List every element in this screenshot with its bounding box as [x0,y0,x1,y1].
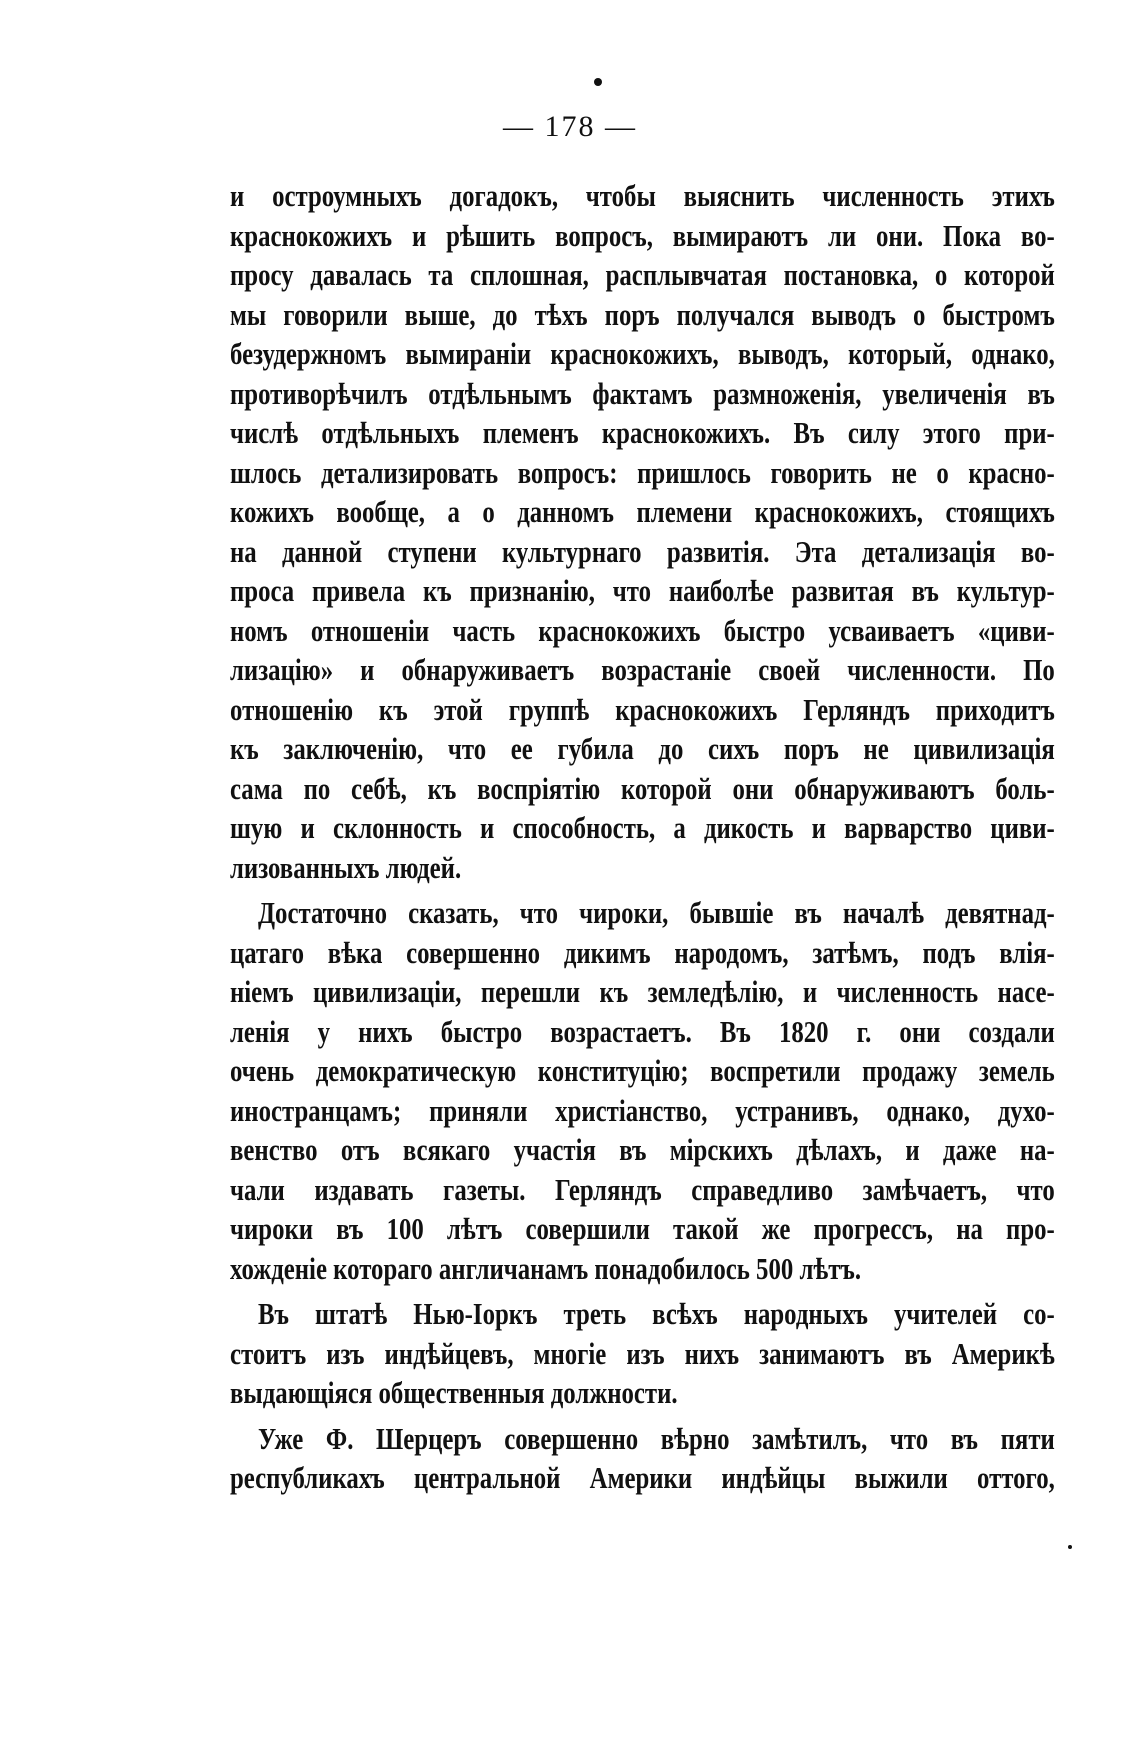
text-line: лизацію» и обнаруживаетъ возрастаніе своей численности. По [230,652,1055,687]
text-line: ленія у нихъ быстро возрастаетъ. Въ 1820 г. они создали [230,1013,1055,1049]
text-line: шую и склонность и способность, а дикость и варварство циви- [230,810,1055,845]
text-line: шлось детализировать вопросъ: пришлось говорить не о красно- [230,454,1055,490]
body-text [230,176,1055,1498]
text-line: на данной ступени культурнаго развитія. Эта детализація во- [230,533,1055,569]
text-line: и остроумныхъ догадокъ, чтобы выяснить численность этихъ [230,178,1055,213]
text-line: къ заключенію, что ее губила до сихъ поръ не цивилизація [230,731,1055,766]
text-line: чироки въ 100 лѣтъ совершили такой же прогрессъ, на про- [230,1211,1055,1246]
text-line: лизованныхъ людей. [230,849,462,885]
text-line: Въ штатѣ Нью-Іоркъ треть всѣхъ народныхъ учителей со- [258,1296,1055,1331]
paragraph [230,893,1055,1288]
text-line: чали издавать газеты. Герляндъ справедливо замѣчаетъ, что [230,1171,1055,1207]
text-line: кожихъ вообще, а о данномъ племени краснокожихъ, стоящихъ [230,494,1055,529]
text-line: просу давалась та сплошная, расплывчатая постановка, о которой [230,257,1055,292]
text-line: Достаточно сказать, что чироки, бывшіе въ началѣ девятнад- [258,895,1055,930]
text-line: мы говорили выше, до тѣхъ поръ получался выводъ о быстромъ [230,296,1055,332]
paragraph [230,1419,1055,1498]
text-line: номъ отношеніи часть краснокожихъ быстро усваиваетъ «циви- [230,612,1055,648]
text-line: Уже Ф. Шерцеръ совершенно вѣрно замѣтилъ, что въ пяти [258,1420,1055,1456]
text-line: краснокожихъ и рѣшить вопросъ, вымираютъ ли они. Пока во- [230,217,1055,253]
paragraph [230,1294,1055,1413]
print-speck [1068,1545,1072,1549]
text-line: сама по себѣ, къ воспріятію которой они обнаруживаютъ боль- [230,770,1055,806]
text-line: венство отъ всякаго участія въ мірскихъ дѣлахъ, и даже на- [230,1132,1055,1167]
text-line: проса привела къ признанію, что наиболѣе развитая въ культур- [230,573,1055,608]
text-line: очень демократическую конституцію; воспретили продажу земель [230,1053,1055,1088]
text-line: выдающіяся общественныя должности. [230,1375,678,1410]
text-line: противорѣчилъ отдѣльнымъ фактамъ размноженія, увеличенія въ [230,375,1055,411]
text-line: числѣ отдѣльныхъ племенъ краснокожихъ. Въ силу этого при- [230,415,1055,450]
text-line: цатаго вѣка совершенно дикимъ народомъ, затѣмъ, подъ влія- [230,934,1055,970]
text-line: стоитъ изъ индѣйцевъ, многіе изъ нихъ занимаютъ въ Америкѣ [230,1335,1055,1371]
page-number: — 178 — [503,110,637,143]
print-speck [594,78,602,86]
text-line: отношенію къ этой группѣ краснокожихъ Герляндъ приходитъ [230,691,1055,727]
text-line: безудержномъ вымираніи краснокожихъ, выводъ, который, однако, [230,336,1055,371]
text-line: иностранцамъ; приняли христіанство, устранивъ, однако, духо- [230,1092,1055,1128]
text-line: ніемъ цивилизаціи, перешли къ земледѣлію, и численность насе- [230,974,1055,1009]
paragraph [230,176,1055,887]
text-line: республикахъ центральной Америки индѣйцы выжили оттого, [230,1460,1055,1495]
text-line: хожденіе котораго англичанамъ понадобилось 500 лѣтъ. [230,1250,862,1286]
